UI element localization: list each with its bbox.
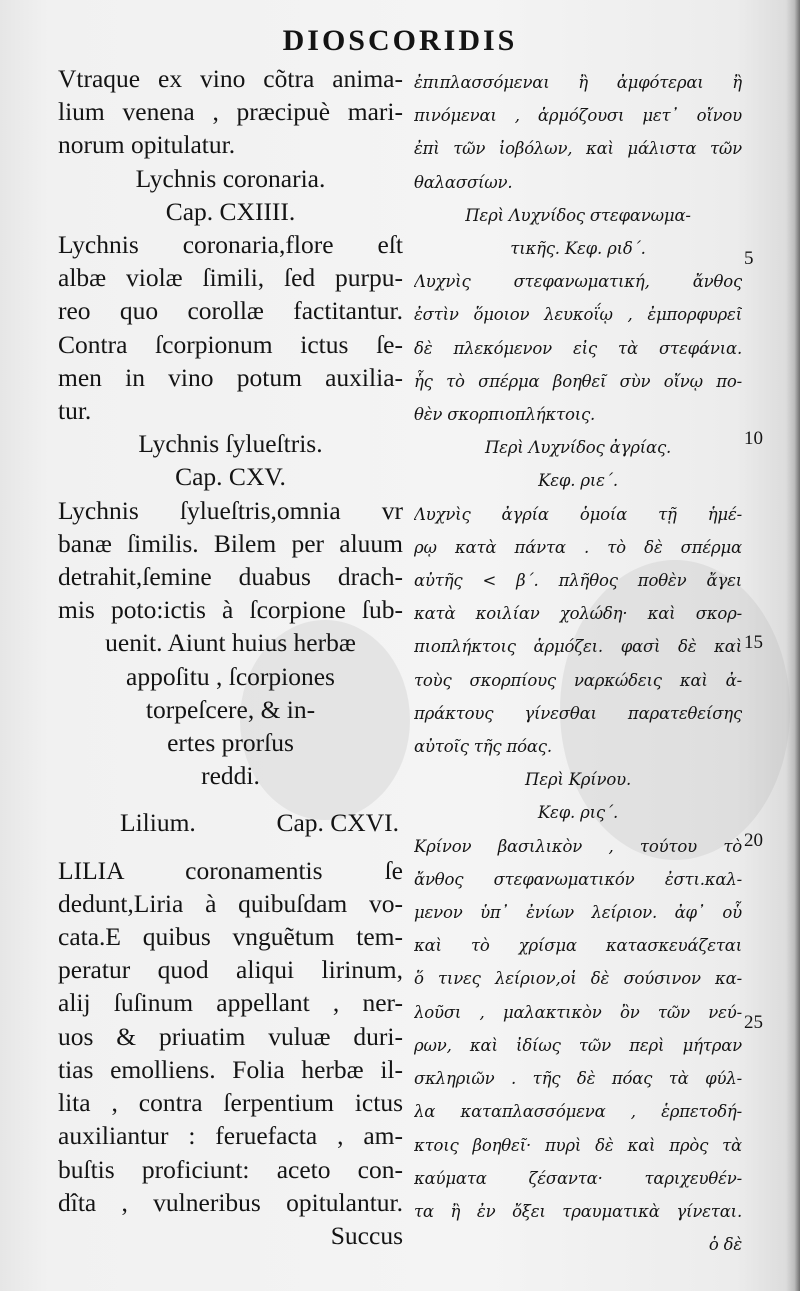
text-line: ρῳ κατὰ πάντα . τὸ δὲ σπέρμα xyxy=(414,537,742,557)
text-line: Λυχνὶς ἀγρία ὁμοία τῇ ἡμέ- xyxy=(414,504,742,524)
text-line: tur. xyxy=(58,396,92,426)
line-number: 15 xyxy=(744,632,763,653)
text-line: αὐτοῖς τῆς πόας. xyxy=(414,737,552,757)
text-line: lium venena , præcipuè mari- xyxy=(58,97,403,127)
text-line: albæ violæ ſimili, ſed purpu- xyxy=(58,263,403,293)
text-line: τα ἢ ἐν ὄξει τραυματικὰ γίνεται. xyxy=(414,1201,742,1221)
text-line: tias emolliens. Folia herbæ il- xyxy=(58,1054,403,1084)
text-line: λοῦσι , μαλακτικὸν ὂν τῶν νεύ- xyxy=(414,1002,742,1022)
chapter-number: Cap. CXIIII. xyxy=(165,196,296,226)
text-line: πράκτους γίνεσθαι παρατεθείσης xyxy=(414,703,742,723)
greek-column xyxy=(414,66,742,1261)
text-line: ἧς τὸ σπέρμα βοηθεῖ σὺν οἴνῳ πο- xyxy=(414,371,742,391)
running-header: DIOSCORIDIS xyxy=(282,24,518,57)
text-line: ἐπὶ τῶν ἰοβόλων, καὶ μάλιστα τῶν xyxy=(414,139,742,159)
text-line: men in vino potum auxilia- xyxy=(58,362,403,392)
latin-column xyxy=(58,62,403,1252)
text-line: alij ſuſinum appellant , ner- xyxy=(58,988,403,1018)
text-line: θαλασσίων. xyxy=(414,172,513,192)
text-line: torpeſcere, & in- xyxy=(145,694,316,724)
text-line: reo quo corollæ factitantur. xyxy=(58,296,403,326)
text-line: uenit. Aiunt huius herbæ xyxy=(105,628,356,658)
line-number: 20 xyxy=(744,830,763,851)
text-line: Lychnis coronaria,flore eſt xyxy=(58,230,403,260)
page-edge-shadow xyxy=(786,0,800,1291)
text-line: θὲν σκορπιοπλήκτοις. xyxy=(414,405,596,425)
line-number: 5 xyxy=(744,248,754,269)
text-line: καύματα ζέσαντα· ταριχευθέν- xyxy=(414,1168,742,1188)
text-line: πινόμεναι , ἁρμόζουσι μετ᾽ οἴνου xyxy=(414,106,742,126)
text-line: ἄνθος στεφανωματικόν ἐστι.καλ- xyxy=(414,869,742,889)
text-line: buſtis proficiunt: aceto con- xyxy=(58,1154,403,1184)
text-line: Vtraque ex vino cõtra anima- xyxy=(58,64,403,93)
text-line: LILIA coronamentis ſe xyxy=(58,855,403,885)
section-title: Lychnis ſylueſtris. xyxy=(138,429,323,459)
section-title: Περὶ Κρίνου. xyxy=(525,770,631,790)
text-line: ρων, καὶ ἰδίως τῶν περὶ μήτραν xyxy=(414,1035,742,1055)
chapter-number: Κεφ. ριε΄. xyxy=(538,471,618,491)
line-number: 25 xyxy=(744,1012,763,1033)
text-line: λα καταπλασσόμενα , ἑρπετοδή- xyxy=(414,1102,742,1122)
text-line: appoſitu , ſcorpiones xyxy=(126,661,335,691)
line-number: 10 xyxy=(744,428,763,449)
text-line: ertes prorſus xyxy=(167,728,294,758)
text-line: κτοις βοηθεῖ· πυρὶ δὲ καὶ πρὸς τὰ xyxy=(414,1135,742,1155)
catchword: ὁ δὲ xyxy=(708,1235,742,1255)
text-line: μενον ὑπ᾽ ἐνίων λείριον. ἀφ᾽ οὗ xyxy=(414,903,742,923)
chapter-number: Cap. CXV. xyxy=(175,462,286,492)
section-title: Περὶ Λυχνίδος ἀγρίας. xyxy=(484,438,672,458)
text-line: uos & priuatim vuluæ duri- xyxy=(58,1021,403,1051)
text-line: τοὺς σκορπίους ναρκώδεις καὶ ἀ- xyxy=(414,670,742,690)
text-line: Κρίνον βασιλικὸν , τούτου τὸ xyxy=(414,836,742,856)
section-title: Lilium. xyxy=(120,808,196,838)
text-line: banæ ſimilis. Bilem per aluum xyxy=(58,528,403,558)
text-line: Lychnis ſylueſtris,omnia vr xyxy=(58,495,403,525)
chapter-number: τικῆς. Κεφ. ριδ΄. xyxy=(510,239,646,259)
text-line: reddi. xyxy=(201,761,260,791)
text-line: κατὰ κοιλίαν χολώδη· καὶ σκορ- xyxy=(414,604,742,624)
text-line: ὅ τινες λείριον,οἱ δὲ σούσινον κα- xyxy=(414,969,742,989)
text-line: αὐτῆς < β΄. πλῆθος ποθὲν ἄγει xyxy=(414,571,742,591)
catchword: Succus xyxy=(330,1220,403,1250)
text-line: πιοπλήκτοις ἁρμόζει. φασὶ δὲ καὶ xyxy=(414,637,742,657)
text-line: auxiliantur : feruefacta , am- xyxy=(58,1121,403,1151)
section-title: Περὶ Λυχνίδος στεφανωμα- xyxy=(465,205,691,225)
text-line: lita , contra ſerpentium ictus xyxy=(58,1088,403,1118)
text-line: ἐπιπλασσόμεναι ἢ ἀμφότεραι ἢ xyxy=(414,73,742,92)
text-line: δὲ πλεκόμενον εἰς τὰ στεφάνια. xyxy=(414,338,742,358)
text-line: Contra ſcorpionum ictus ſe- xyxy=(58,329,403,359)
text-line: peratur quod aliqui lirinum, xyxy=(58,955,403,985)
text-line: mis poto:ictis à ſcorpione ſub- xyxy=(58,595,403,625)
text-line: σκληριῶν . τῆς δὲ πόας τὰ φύλ- xyxy=(414,1069,742,1089)
text-line: norum opitulatur. xyxy=(58,130,236,160)
text-line: Λυχνὶς στεφανωματική, ἄνθος xyxy=(414,272,742,292)
section-heading-lilium xyxy=(58,806,403,839)
text-line: dîta , vulneribus opitulantur. xyxy=(58,1187,403,1217)
text-line: dedunt,Liria à quibuſdam vo- xyxy=(58,888,403,918)
text-line: detrahit,ſemine duabus drach- xyxy=(58,562,403,592)
text-line: ἐστὶν ὅμοιον λευκοΐῳ , ἐμπορφυρεῖ xyxy=(414,305,742,325)
section-title: Lychnis coronaria. xyxy=(135,163,326,193)
chapter-number: Cap. CXVI. xyxy=(276,808,399,838)
chapter-number: Κεφ. ρις΄. xyxy=(537,803,619,823)
text-line: καὶ τὸ χρίσμα κατασκευάζεται xyxy=(414,936,742,956)
text-line: cata.E quibus vnguẽtum tem- xyxy=(58,922,403,952)
